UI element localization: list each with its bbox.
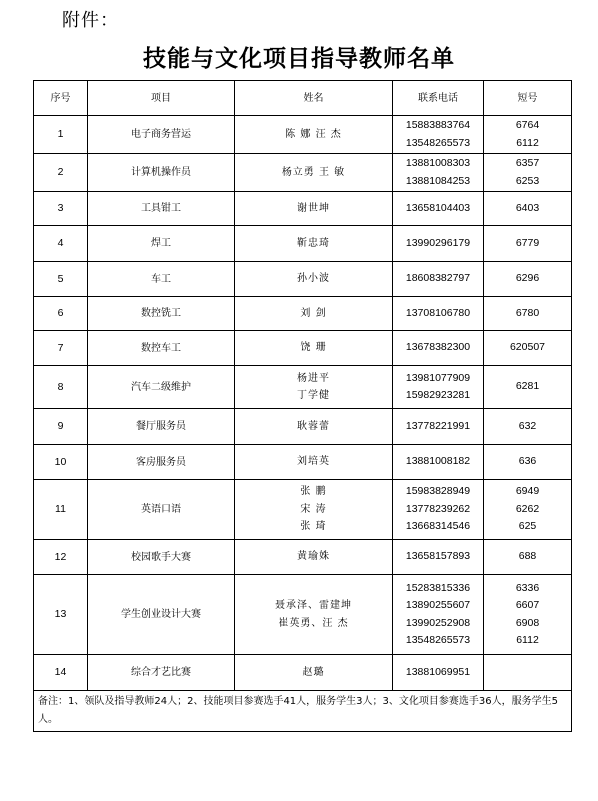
cell-phones-line: 13881008303 xyxy=(405,157,471,169)
cell-phones-line: 13548265573 xyxy=(405,136,471,149)
cell-shorts-line: 6779 xyxy=(515,236,540,249)
cell-shorts-line: 6764 xyxy=(515,119,540,131)
cell-shorts-line: 6908 xyxy=(515,616,540,629)
cell-project: 数控铣工 xyxy=(88,297,235,331)
cell-phones xyxy=(393,226,484,262)
cell-phones xyxy=(393,445,484,480)
cell-shorts-line: 6949 xyxy=(515,485,540,498)
cell-shorts-line: 632 xyxy=(518,419,537,432)
cell-names-line: 丁学健 xyxy=(297,390,330,401)
header-cell-short: 短号 xyxy=(484,81,572,116)
cell-phones xyxy=(393,192,484,226)
cell-shorts xyxy=(484,226,572,262)
cell-phones-line: 13778239262 xyxy=(405,502,471,515)
cell-phones-line: 13990252908 xyxy=(405,616,471,629)
cell-phones-line: 15283815336 xyxy=(405,581,471,594)
cell-shorts-line: 620507 xyxy=(509,341,546,354)
cell-project: 客房服务员 xyxy=(88,445,235,480)
cell-phones-line: 15983828949 xyxy=(405,485,471,498)
cell-project: 电子商务营运 xyxy=(88,116,235,154)
header-cell-phone: 联系电话 xyxy=(393,81,484,116)
cell-names-line: 靳忠琦 xyxy=(297,237,330,249)
cell-names-line: 黄瑜姝 xyxy=(297,551,330,563)
header-cell-project: 项目 xyxy=(88,81,235,116)
table-row xyxy=(34,480,572,540)
cell-no: 11 xyxy=(34,480,88,540)
cell-phones xyxy=(393,331,484,366)
header-cell-name: 姓名 xyxy=(235,81,393,116)
cell-shorts xyxy=(484,154,572,192)
cell-names-line: 刘 剑 xyxy=(300,307,327,319)
table-row xyxy=(34,226,572,262)
cell-project: 数控车工 xyxy=(88,331,235,366)
cell-shorts-line: 625 xyxy=(518,520,537,533)
cell-names-line: 谢世坤 xyxy=(297,202,330,214)
table-row xyxy=(34,297,572,331)
cell-names xyxy=(235,409,393,445)
cell-names xyxy=(235,262,393,297)
cell-no: 6 xyxy=(34,297,88,331)
cell-phones xyxy=(393,575,484,655)
cell-phones-line: 15883883764 xyxy=(405,119,471,131)
cell-shorts-line: 636 xyxy=(518,455,537,468)
cell-phones-line: 13658104403 xyxy=(405,201,471,214)
note-text: 备注：1、领队及指导教师24人；2、技能项目参赛选手41人，服务学生3人；3、文化项目参赛选手36人，服务学生5人。 xyxy=(34,691,572,732)
cell-shorts-line: 6336 xyxy=(515,581,540,594)
cell-no: 7 xyxy=(34,331,88,366)
cell-no: 8 xyxy=(34,366,88,409)
cell-shorts-line: 6253 xyxy=(515,174,540,187)
cell-phones-line: 13881008182 xyxy=(405,455,471,468)
cell-phones xyxy=(393,366,484,409)
cell-names-line: 饶 珊 xyxy=(300,342,327,354)
cell-no: 13 xyxy=(34,575,88,655)
cell-shorts xyxy=(484,480,572,540)
cell-names xyxy=(235,226,393,262)
cell-shorts xyxy=(484,297,572,331)
cell-phones-line: 13981077909 xyxy=(405,371,471,384)
cell-phones-line: 13890255607 xyxy=(405,599,471,611)
cell-names-line: 耿蓉蕾 xyxy=(297,420,330,432)
cell-shorts-line: 6607 xyxy=(515,599,540,611)
cell-names xyxy=(235,154,393,192)
cell-project: 计算机操作员 xyxy=(88,154,235,192)
teacher-table xyxy=(33,80,572,732)
cell-project: 餐厅服务员 xyxy=(88,409,235,445)
cell-no: 2 xyxy=(34,154,88,192)
cell-project: 英语口语 xyxy=(88,480,235,540)
cell-no: 9 xyxy=(34,409,88,445)
cell-shorts xyxy=(484,540,572,575)
header-cell-no: 序号 xyxy=(34,81,88,116)
cell-phones-line: 15982923281 xyxy=(405,389,471,401)
cell-shorts xyxy=(484,262,572,297)
cell-phones-line: 13668314546 xyxy=(405,520,471,533)
cell-phones-line: 13678382300 xyxy=(405,341,471,354)
cell-names xyxy=(235,655,393,691)
cell-project: 汽车二级维护 xyxy=(88,366,235,409)
cell-project: 校园歌手大赛 xyxy=(88,540,235,575)
table-header-row xyxy=(34,81,572,116)
document-title: 技能与文化项目指导教师名单 xyxy=(143,46,455,72)
cell-names-line: 张 鹏 xyxy=(300,486,327,498)
table-row xyxy=(34,655,572,691)
table-row xyxy=(34,262,572,297)
table-row xyxy=(34,331,572,366)
cell-shorts-line: 6112 xyxy=(516,136,539,149)
attachment-label: 附件： xyxy=(62,10,119,31)
cell-phones-line: 18608382797 xyxy=(405,272,471,285)
table-row xyxy=(34,154,572,192)
cell-phones xyxy=(393,480,484,540)
cell-names-line: 孙小波 xyxy=(297,273,330,285)
cell-no: 10 xyxy=(34,445,88,480)
cell-phones xyxy=(393,154,484,192)
table-row xyxy=(34,192,572,226)
table-row xyxy=(34,366,572,409)
cell-phones xyxy=(393,297,484,331)
cell-shorts xyxy=(484,366,572,409)
cell-no: 1 xyxy=(34,116,88,154)
table-row xyxy=(34,575,572,655)
cell-project: 工具钳工 xyxy=(88,192,235,226)
cell-no: 14 xyxy=(34,655,88,691)
cell-phones-line: 13881084253 xyxy=(405,174,471,187)
cell-shorts-line: 6296 xyxy=(515,272,540,285)
cell-shorts-line: 6281 xyxy=(515,380,540,393)
cell-names xyxy=(235,116,393,154)
cell-phones xyxy=(393,655,484,691)
cell-phones-line: 13778221991 xyxy=(405,419,471,432)
cell-names xyxy=(235,331,393,366)
cell-shorts xyxy=(484,116,572,154)
cell-names xyxy=(235,192,393,226)
cell-names-line: 崔英勇、汪 杰 xyxy=(278,617,349,629)
cell-project: 综合才艺比赛 xyxy=(88,655,235,691)
cell-names-line: 杨立勇 王 敏 xyxy=(281,166,346,178)
cell-shorts-line: 6403 xyxy=(515,201,540,214)
note-row xyxy=(34,691,572,732)
cell-names-line: 刘培英 xyxy=(297,456,330,468)
cell-phones-line: 13548265573 xyxy=(405,634,471,646)
cell-phones-line: 13658157893 xyxy=(405,550,471,563)
cell-shorts-line: 688 xyxy=(518,550,537,563)
cell-names xyxy=(235,540,393,575)
cell-no: 5 xyxy=(34,262,88,297)
cell-names xyxy=(235,575,393,655)
cell-shorts xyxy=(484,331,572,366)
cell-phones-line: 13708106780 xyxy=(405,306,471,319)
cell-names-line: 陈 娜 汪 杰 xyxy=(285,128,342,140)
cell-shorts xyxy=(484,192,572,226)
cell-names xyxy=(235,297,393,331)
cell-names-line: 聂承泽、雷建坤 xyxy=(275,600,352,611)
cell-names-line: 宋 涛 xyxy=(300,503,327,515)
cell-no: 3 xyxy=(34,192,88,226)
cell-shorts-line: 6262 xyxy=(515,502,540,515)
cell-project: 焊工 xyxy=(88,226,235,262)
cell-shorts-line: 6780 xyxy=(515,306,540,319)
cell-phones-line: 13881069951 xyxy=(405,665,471,678)
table-row xyxy=(34,540,572,575)
table-row xyxy=(34,409,572,445)
cell-shorts xyxy=(484,409,572,445)
table-row xyxy=(34,445,572,480)
table-row xyxy=(34,116,572,154)
cell-names-line: 杨进平 xyxy=(297,372,330,384)
cell-no: 4 xyxy=(34,226,88,262)
cell-phones xyxy=(393,116,484,154)
cell-phones xyxy=(393,409,484,445)
cell-names-line: 赵璐 xyxy=(302,666,325,678)
cell-no: 12 xyxy=(34,540,88,575)
cell-names xyxy=(235,445,393,480)
cell-shorts-line: 6112 xyxy=(516,634,539,646)
cell-shorts-line: 6357 xyxy=(515,157,540,169)
cell-names xyxy=(235,480,393,540)
cell-names xyxy=(235,366,393,409)
cell-shorts xyxy=(484,445,572,480)
cell-phones xyxy=(393,540,484,575)
cell-project: 学生创业设计大赛 xyxy=(88,575,235,655)
cell-project: 车工 xyxy=(88,262,235,297)
cell-phones xyxy=(393,262,484,297)
cell-shorts xyxy=(484,575,572,655)
cell-shorts xyxy=(484,655,572,691)
cell-names-line: 张 琦 xyxy=(300,521,327,533)
cell-phones-line: 13990296179 xyxy=(405,236,471,249)
